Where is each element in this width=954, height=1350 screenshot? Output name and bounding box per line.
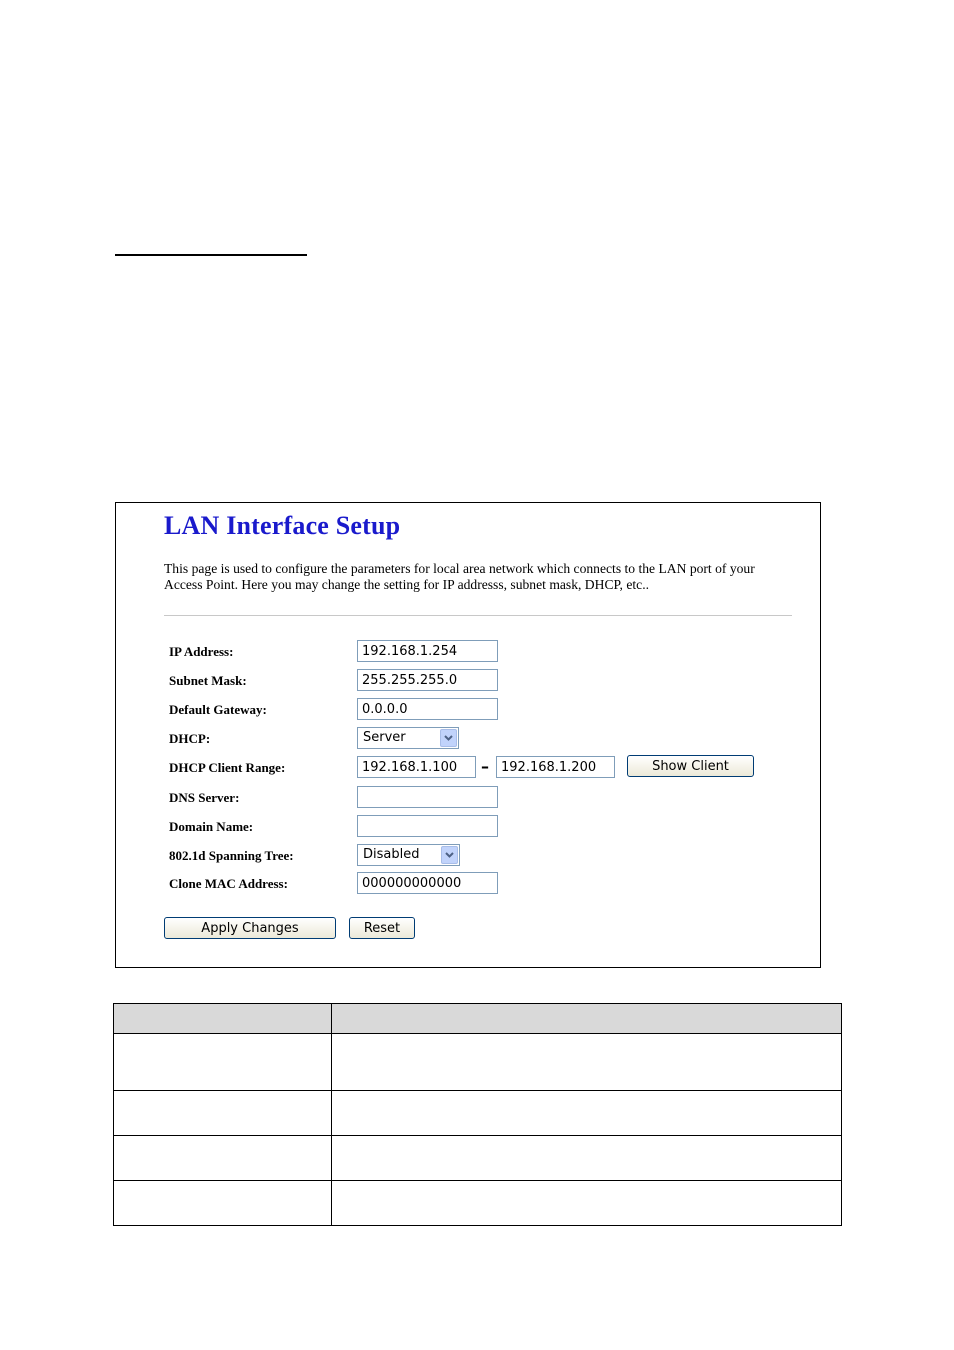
dhcp-select[interactable]	[357, 727, 459, 749]
reset-button[interactable]: Reset	[349, 917, 415, 939]
spanning-tree-selected-value: Disabled	[363, 847, 420, 862]
range-separator: –	[481, 757, 489, 776]
table-header-cell	[114, 1004, 332, 1034]
clone-mac-label: Clone MAC Address:	[169, 876, 288, 891]
ip-address-row	[116, 640, 816, 664]
table-row	[114, 1034, 842, 1091]
domain-name-row	[116, 815, 816, 839]
table-cell	[114, 1034, 332, 1091]
dhcp-client-range-label: DHCP Client Range:	[169, 760, 286, 775]
table-cell	[332, 1091, 842, 1136]
ip-address-input[interactable]	[357, 640, 498, 662]
domain-name-label: Domain Name:	[169, 819, 254, 834]
table-header-row	[114, 1004, 842, 1034]
page-title: LAN Interface Setup	[164, 511, 401, 540]
domain-name-input[interactable]	[357, 815, 498, 837]
chevron-down-icon[interactable]	[440, 729, 457, 747]
page-description: This page is used to configure the parameters for local area network which connects to the LAN port of your Access Point. Here you may change the setting for IP addresss, subnet mask, DHCP, etc..	[164, 561, 755, 592]
default-gateway-input[interactable]	[357, 698, 498, 720]
table-row	[114, 1181, 842, 1226]
divider	[164, 615, 792, 616]
apply-changes-button[interactable]: Apply Changes	[164, 917, 336, 939]
table-cell	[332, 1181, 842, 1226]
table-cell	[332, 1034, 842, 1091]
chevron-down-icon[interactable]	[441, 846, 458, 864]
table-cell	[114, 1136, 332, 1181]
dns-server-input[interactable]	[357, 786, 498, 808]
parameter-description-table	[113, 1003, 842, 1226]
table-header-cell	[332, 1004, 842, 1034]
dhcp-selected-value: Server	[363, 730, 406, 745]
dhcp-range-start-input[interactable]	[357, 756, 476, 778]
dhcp-label: DHCP:	[169, 731, 211, 746]
spanning-tree-select[interactable]	[357, 844, 460, 866]
dhcp-range-end-input[interactable]	[496, 756, 615, 778]
default-gateway-row	[116, 698, 816, 722]
dhcp-row	[116, 727, 816, 751]
dhcp-client-range-row	[116, 756, 816, 780]
clone-mac-row	[116, 872, 816, 896]
lan-interface-setup-panel	[115, 502, 821, 968]
table-cell	[332, 1136, 842, 1181]
dns-server-label: DNS Server:	[169, 790, 240, 805]
table-row	[114, 1091, 842, 1136]
dns-server-row	[116, 786, 816, 810]
subnet-mask-label: Subnet Mask:	[169, 673, 247, 688]
table-row	[114, 1136, 842, 1181]
default-gateway-label: Default Gateway:	[169, 702, 267, 717]
ip-address-label: IP Address:	[169, 644, 234, 659]
show-client-button[interactable]: Show Client	[627, 755, 754, 777]
spanning-tree-row	[116, 844, 816, 868]
table-cell	[114, 1181, 332, 1226]
spanning-tree-label: 802.1d Spanning Tree:	[169, 848, 294, 863]
clone-mac-input[interactable]	[357, 872, 498, 894]
subnet-mask-input[interactable]	[357, 669, 498, 691]
table-cell	[114, 1091, 332, 1136]
section-heading-underline	[115, 254, 307, 256]
subnet-mask-row	[116, 669, 816, 693]
